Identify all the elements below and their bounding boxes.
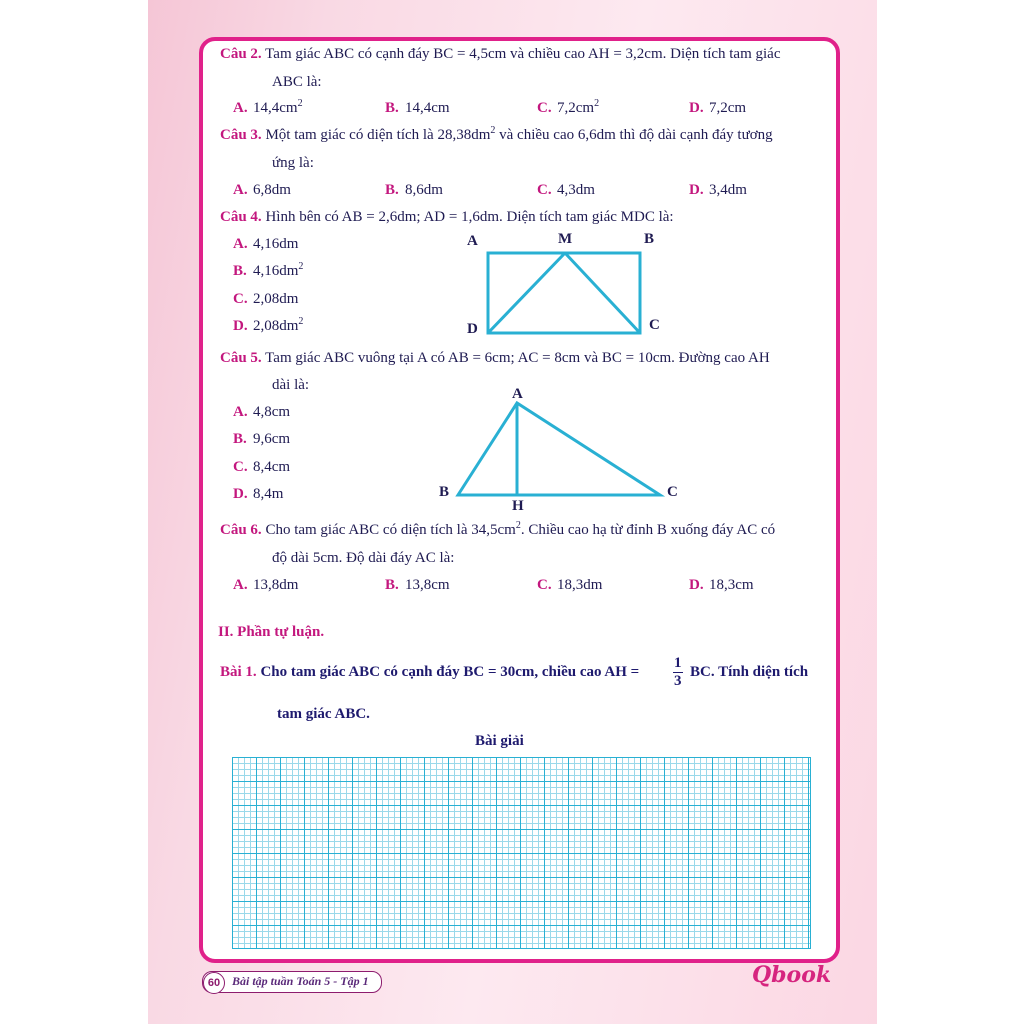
segment-mc (565, 253, 640, 333)
question-3-option-b[interactable] (385, 181, 443, 199)
question-5-line-1 (220, 349, 770, 367)
question-2-option-b[interactable] (385, 99, 450, 117)
section-heading-essay: II. Phần tự luận. (218, 624, 325, 640)
qbook-logo: Qbook (752, 962, 832, 988)
answer-grid[interactable] (232, 757, 811, 949)
option-superscript: 2 (298, 261, 304, 272)
question-6-line-1 (220, 521, 775, 539)
option-letter: D. (689, 577, 704, 593)
option-superscript: 2 (594, 98, 600, 109)
question-3-text: Một tam giác có diện tích là 28,38dm (265, 127, 491, 143)
solution-title: Bài giải (475, 733, 524, 749)
question-5-line-2: dài là: (272, 377, 310, 393)
right-triangle-figure (450, 395, 670, 505)
question-2-label: Câu 2. (220, 46, 262, 62)
question-3-text-cont: và chiều cao 6,6dm thì độ dài cạnh đáy tương (495, 127, 773, 143)
option-text: 8,4cm (253, 459, 291, 475)
question-2-line-2: ABC là: (272, 74, 322, 90)
option-letter: B. (385, 577, 399, 593)
option-text: 8,4m (253, 486, 284, 502)
question-5-option-d[interactable] (233, 485, 283, 503)
question-5-option-c[interactable] (233, 458, 290, 476)
option-letter: A. (233, 577, 248, 593)
triangle-label-c: C (667, 484, 678, 500)
question-4-option-c[interactable] (233, 290, 298, 308)
triangle-abc (458, 403, 660, 495)
figure-label-a: A (467, 233, 478, 249)
question-4-option-a[interactable] (233, 235, 298, 253)
question-2-text: Tam giác ABC có cạnh đáy BC = 4,5cm và chiều cao AH = 3,2cm. Diện tích tam giác (265, 46, 781, 62)
exercise-1-text: Cho tam giác ABC có cạnh đáy BC = 30cm, chiều cao AH = (260, 664, 640, 680)
segment-dm (488, 253, 565, 333)
question-3-option-d[interactable] (689, 181, 747, 199)
option-letter: C. (537, 100, 552, 116)
option-text: 13,8dm (253, 577, 299, 593)
option-letter: C. (537, 577, 552, 593)
exercise-1-line-1 (220, 663, 639, 681)
option-text: 7,2cm (709, 100, 747, 116)
fraction-denominator: 3 (674, 673, 682, 689)
option-letter: A. (233, 404, 248, 420)
fraction-one-third (673, 655, 683, 690)
option-text: 4,8cm (253, 404, 291, 420)
figure-label-d: D (467, 321, 478, 337)
option-letter: D. (233, 318, 248, 334)
figure-label-m: M (558, 231, 573, 247)
triangle-label-a: A (512, 386, 523, 402)
option-letter: C. (537, 182, 552, 198)
option-text: 4,16dm (253, 236, 299, 252)
book-title: Bài tập tuần Toán 5 - Tập 1 (232, 974, 369, 988)
option-letter: D. (689, 182, 704, 198)
figure-label-b: B (644, 231, 655, 247)
question-3-line-2: ứng là: (272, 155, 314, 171)
option-letter: B. (385, 100, 399, 116)
option-text: 2,08dm (253, 318, 299, 334)
option-text: 6,8dm (253, 182, 291, 198)
exercise-1-label: Bài 1. (220, 664, 257, 680)
question-2-option-a[interactable] (233, 99, 303, 117)
option-superscript: 2 (297, 98, 303, 109)
option-text: 7,2cm (557, 100, 595, 116)
question-2-option-c[interactable] (537, 99, 599, 117)
figure-label-c: C (649, 317, 660, 333)
question-6-option-b[interactable] (385, 576, 450, 594)
question-6-option-d[interactable] (689, 576, 754, 594)
question-3-option-c[interactable] (537, 181, 595, 199)
question-6-label: Câu 6. (220, 522, 262, 538)
question-6-text-cont: . Chiều cao hạ từ đỉnh B xuống đáy AC có (520, 522, 776, 538)
question-4-option-d[interactable] (233, 317, 303, 335)
option-letter: C. (233, 459, 248, 475)
option-text: 14,4cm (405, 100, 450, 116)
question-5-text: Tam giác ABC vuông tại A có AB = 6cm; AC = 8cm và BC = 10cm. Đường cao AH (265, 350, 770, 366)
option-text: 3,4dm (709, 182, 747, 198)
question-2-option-d[interactable] (689, 99, 746, 117)
option-text: 13,8cm (405, 577, 450, 593)
option-letter: D. (689, 100, 704, 116)
exercise-1-text-cont: BC. Tính diện tích (690, 664, 809, 680)
question-5-option-b[interactable] (233, 430, 290, 448)
option-letter: B. (385, 182, 399, 198)
question-3-label: Câu 3. (220, 127, 262, 143)
option-text: 2,08dm (253, 291, 299, 307)
triangle-label-h: H (512, 498, 524, 514)
triangle-label-b: B (439, 484, 450, 500)
question-2-line-1 (220, 45, 781, 63)
option-text: 18,3cm (709, 577, 754, 593)
exercise-1-line-2: tam giác ABC. (277, 706, 370, 722)
option-text: 8,6dm (405, 182, 443, 198)
option-letter: A. (233, 182, 248, 198)
question-3-option-a[interactable] (233, 181, 291, 199)
question-6-option-c[interactable] (537, 576, 602, 594)
option-letter: B. (233, 263, 247, 279)
question-6-option-a[interactable] (233, 576, 298, 594)
question-3-line-1 (220, 126, 773, 144)
question-5-label: Câu 5. (220, 350, 262, 366)
question-4-line-1 (220, 208, 674, 226)
question-5-option-a[interactable] (233, 403, 290, 421)
question-6-line-2: độ dài 5cm. Độ dài đáy AC là: (272, 550, 455, 566)
option-text: 9,6cm (253, 431, 291, 447)
option-letter: B. (233, 431, 247, 447)
rectangle-abcd (488, 253, 640, 333)
option-text: 4,16dm (253, 263, 299, 279)
option-superscript: 2 (298, 316, 304, 327)
option-letter: C. (233, 291, 248, 307)
question-6-superscript: 2 (515, 520, 521, 531)
page-number: 60 (203, 972, 225, 994)
question-4-option-b[interactable] (233, 262, 303, 280)
question-3-superscript: 2 (490, 125, 496, 136)
option-letter: A. (233, 100, 248, 116)
question-6-text: Cho tam giác ABC có diện tích là 34,5cm (265, 522, 516, 538)
option-letter: D. (233, 486, 248, 502)
question-4-label: Câu 4. (220, 209, 262, 225)
fraction-numerator: 1 (674, 655, 682, 671)
option-text: 14,4cm (253, 100, 298, 116)
option-text: 18,3dm (557, 577, 603, 593)
option-letter: A. (233, 236, 248, 252)
question-4-text: Hình bên có AB = 2,6dm; AD = 1,6dm. Diện tích tam giác MDC là: (265, 209, 674, 225)
option-text: 4,3dm (557, 182, 595, 198)
